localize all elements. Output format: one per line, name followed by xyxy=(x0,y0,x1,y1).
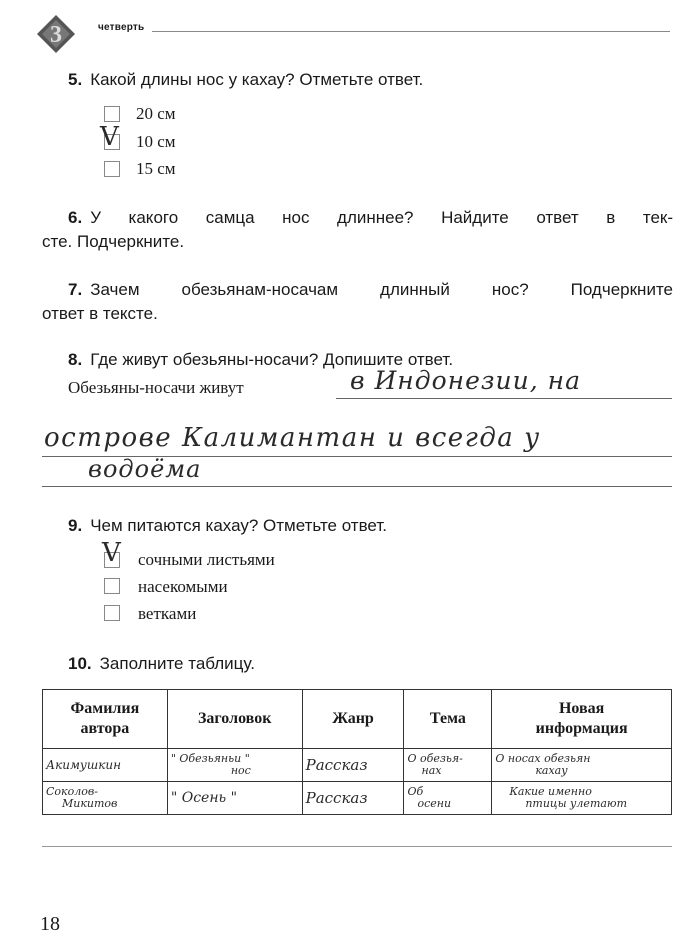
question-text: Какой длины нос у кахау? Отметьте ответ. xyxy=(90,70,424,89)
question-text: Чем питаются кахау? Отметьте ответ. xyxy=(90,516,387,535)
question-number: 8. xyxy=(68,350,83,369)
q8-answer-line-1[interactable]: в Индонезии, на xyxy=(350,366,582,395)
checkbox-q9-option-3[interactable] xyxy=(104,605,120,621)
question-5 xyxy=(68,68,423,92)
cell-title[interactable]: " Осень " xyxy=(167,782,302,815)
cell-theme[interactable]: Об осени xyxy=(404,782,492,815)
header-info: Новая информация xyxy=(492,690,672,749)
header-author: Фамилия автора xyxy=(43,690,168,749)
cell-author[interactable]: Соколов- Микитов xyxy=(43,782,168,815)
cell-author[interactable]: Акимушкин xyxy=(43,749,168,782)
checkbox-q9-option-2[interactable] xyxy=(104,578,120,594)
question-number: 7. xyxy=(68,280,83,299)
question-text: У какого самца нос длиннее? Найдите ответ в тек- xyxy=(90,208,673,227)
q5-check-mark: V xyxy=(100,122,119,152)
q9-check-mark: V xyxy=(102,538,121,568)
section-badge-icon xyxy=(36,14,76,54)
table-header-row xyxy=(43,690,672,749)
q5-option-3-label: 15 см xyxy=(136,159,176,178)
header-rule xyxy=(152,31,670,32)
question-number: 6. xyxy=(68,208,83,227)
info-table xyxy=(42,689,672,815)
section-badge-number: 3 xyxy=(50,22,62,48)
cell-info[interactable]: Какие именно птицы улетают xyxy=(492,782,672,815)
cell-genre[interactable]: Рассказ xyxy=(302,782,404,815)
section-badge xyxy=(36,14,76,54)
question-text: Где живут обезьяны-носачи? Допишите ответ. xyxy=(90,350,454,369)
cell-genre[interactable]: Рассказ xyxy=(302,749,404,782)
quarter-label: четверть xyxy=(98,22,145,33)
q9-option-1-label: сочными листьями xyxy=(138,550,275,569)
question-number: 9. xyxy=(68,516,83,535)
question-text: Зачем обезьянам-носачам длинный нос? Подчеркните xyxy=(90,280,673,299)
question-text: Заполните таблицу. xyxy=(99,654,255,673)
q8-answer-line-2[interactable]: острове Калимантан и всегда у xyxy=(44,423,541,453)
cell-theme[interactable]: О обезья- нах xyxy=(404,749,492,782)
q5-option-1-label: 20 см xyxy=(136,104,176,123)
q8-prompt: Обезьяны-носачи живут xyxy=(68,378,244,397)
question-6-line-2: сте. Подчеркните. xyxy=(42,232,185,251)
page-number: 18 xyxy=(40,913,60,935)
checkbox-q5-option-3[interactable] xyxy=(104,161,120,177)
question-7-line-2: ответ в тексте. xyxy=(42,304,158,323)
cell-title[interactable]: " Обезьяньи " нос xyxy=(167,749,302,782)
answer-line-3 xyxy=(42,486,672,487)
header-title: Заголовок xyxy=(167,690,302,749)
table-row xyxy=(43,749,672,782)
cell-info[interactable]: О носах обезьян кахау xyxy=(492,749,672,782)
q8-answer-line-3[interactable]: водоёма xyxy=(88,455,202,483)
question-7-line-1 xyxy=(68,278,673,302)
question-number: 5. xyxy=(68,70,83,89)
q5-option-2-label: 10 см xyxy=(136,132,176,151)
table-bottom-rule xyxy=(42,846,672,847)
checkbox-q5-option-1[interactable] xyxy=(104,106,120,122)
q9-option-2-label: насекомыми xyxy=(138,577,228,596)
question-6-line-1 xyxy=(68,206,673,230)
table-row xyxy=(43,782,672,815)
question-10 xyxy=(68,652,255,676)
q9-option-3-label: ветками xyxy=(138,604,197,623)
header-theme: Тема xyxy=(404,690,492,749)
header-genre: Жанр xyxy=(302,690,404,749)
question-9 xyxy=(68,514,387,538)
question-number: 10. xyxy=(68,654,92,673)
answer-line-1 xyxy=(336,398,672,399)
